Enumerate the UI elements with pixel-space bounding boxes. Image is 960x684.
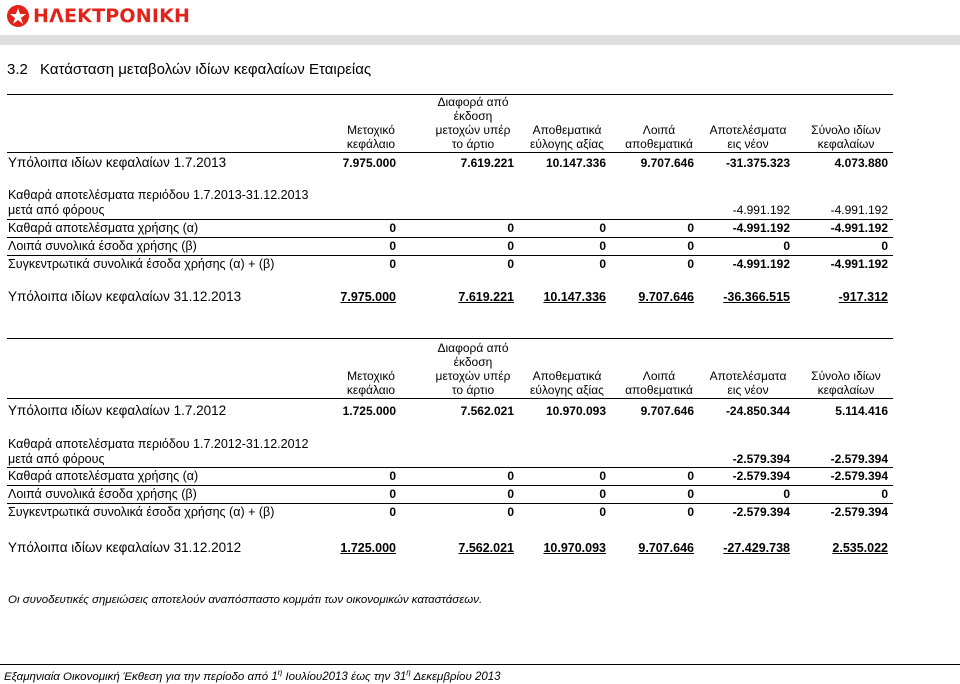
footer-text: Εξαμηνιαία Οικονομική Έκθεση για την περίοδο από 1 [4,670,278,683]
section-number: 3.2 [7,61,28,78]
column-header-share-premium: Διαφορά από [437,95,509,109]
column-header-other-reserves: Λοιπά [642,369,676,383]
cell-total-equity: 0 [881,239,888,253]
cell-share-premium: 0 [507,257,514,271]
cell-share-capital: 7.975.000 [340,290,396,304]
cell-share-capital: 0 [389,469,396,483]
cell-share-premium: 7.562.021 [460,404,514,418]
cell-retained-earnings: -2.579.394 [732,452,790,466]
other-income-label: Λοιπά συνολικά έσοδα χρήσης (β) [8,487,197,501]
cell-total-equity: -4.991.192 [830,203,888,217]
cell-total-equity: 2.535.022 [832,541,888,555]
footer-rule [0,664,960,665]
cell-share-premium: 0 [507,221,514,235]
column-header-share-capital: Μετοχικό [347,369,395,383]
cell-retained-earnings: 0 [783,239,790,253]
cell-other-reserves: 9.707.646 [638,290,694,304]
header-rule [7,398,893,399]
column-header-other-reserves: Λοιπά [642,123,676,137]
cell-retained-earnings: -4.991.192 [732,203,790,217]
page-footer [4,668,501,683]
column-header-fair-value-reserve: Αποθεματικά [532,123,602,137]
other-income-label: Λοιπά συνολικά έσοδα χρήσης (β) [8,239,197,253]
column-header-share-capital: Μετοχικό [347,123,395,137]
cell-other-reserves: 0 [687,257,694,271]
cell-fair-value-reserve: 10.147.336 [545,156,606,170]
period-profit-label-line1: Καθαρά αποτελέσματα περιόδου 1.7.2013-31.12.2013 [8,188,309,202]
cell-retained-earnings: -24.850.344 [725,404,790,418]
column-header-other-reserves: αποθεματικά [625,383,693,397]
cell-total-equity: 4.073.880 [834,156,888,170]
cell-share-premium: 7.619.221 [458,290,514,304]
cell-share-capital: 0 [389,221,396,235]
header-rule [7,152,893,153]
cell-share-capital: 0 [389,257,396,271]
column-header-share-premium: μετοχών υπέρ [435,369,511,383]
cell-total-equity: 0 [881,487,888,501]
cell-total-equity: -2.579.394 [830,452,888,466]
cell-retained-earnings: -2.579.394 [732,505,790,519]
footer-superscript: η [277,668,283,677]
cell-retained-earnings: -36.366.515 [723,290,790,304]
brand-name: ΗΛΕΚΤΡΟΝΙΚΗ [33,5,191,27]
cell-share-capital: 0 [389,239,396,253]
cell-share-capital: 0 [389,487,396,501]
column-header-share-capital: κεφάλαιο [346,137,396,151]
cell-share-premium: 7.562.021 [458,541,514,555]
column-header-share-premium: το άρτιο [451,383,495,397]
column-header-share-premium: έκδοση [453,109,493,123]
cell-total-equity: 5.114.416 [835,404,888,418]
cell-fair-value-reserve: 10.147.336 [543,290,606,304]
cell-total-equity: -4.991.192 [830,221,888,235]
row-rule [7,255,893,256]
cell-retained-earnings: -27.429.738 [723,541,790,555]
cell-retained-earnings: -4.991.192 [732,221,790,235]
row-rule [7,503,893,504]
row-rule [7,485,893,486]
column-header-retained-earnings: Αποτελέσματα [709,123,787,137]
column-header-share-premium: το άρτιο [451,137,495,151]
cell-share-capital: 1.725.000 [342,404,396,418]
star-logo-icon [6,4,30,28]
cell-fair-value-reserve: 0 [599,239,606,253]
cell-total-equity: -2.579.394 [830,505,888,519]
column-header-total-equity: Σύνολο ιδίων [811,123,881,137]
cell-other-reserves: 0 [687,505,694,519]
section-title [7,61,371,78]
column-header-retained-earnings: Αποτελέσματα [709,369,787,383]
column-header-retained-earnings: εις νέον [727,137,769,151]
row-rule [7,219,893,220]
cell-other-reserves: 9.707.646 [640,404,694,418]
cell-other-reserves: 9.707.646 [640,156,694,170]
cell-other-reserves: 0 [687,487,694,501]
row-rule [7,237,893,238]
column-header-share-premium: Διαφορά από [437,341,509,355]
column-header-total-equity: κεφαλαίων [817,137,875,151]
period-profit-label-line1: Καθαρά αποτελέσματα περιόδου 1.7.2012-31.12.2012 [8,437,309,451]
column-header-share-premium: έκδοση [453,355,493,369]
footer-superscript: η [406,668,411,677]
cell-share-premium: 0 [507,487,514,501]
cell-fair-value-reserve: 0 [599,505,606,519]
column-header-share-capital: κεφάλαιο [346,383,396,397]
header-bar [0,35,960,45]
cell-other-reserves: 9.707.646 [638,541,694,555]
opening-balance-label: Υπόλοιπα ιδίων κεφαλαίων 1.7.2012 [8,403,227,418]
company-logo [6,4,190,28]
net-result-label: Καθαρά αποτελέσματα χρήσης (α) [8,469,199,483]
cell-retained-earnings: -31.375.323 [725,156,790,170]
cell-retained-earnings: 0 [783,487,790,501]
cell-fair-value-reserve: 10.970.093 [543,541,606,555]
cell-other-reserves: 0 [687,239,694,253]
column-header-other-reserves: αποθεματικά [625,137,693,151]
total-income-label: Συγκεντρωτικά συνολικά έσοδα χρήσης (α) + (β) [8,505,275,519]
column-header-fair-value-reserve: εύλογης αξίας [530,383,604,397]
cell-retained-earnings: -4.991.192 [732,257,790,271]
cell-share-premium: 0 [507,239,514,253]
cell-fair-value-reserve: 0 [599,221,606,235]
footer-text: Ιουλίου2013 έως την 31 [282,670,407,683]
cell-share-premium: 7.619.221 [460,156,514,170]
cell-share-capital: 0 [389,505,396,519]
cell-share-capital: 7.975.000 [342,156,396,170]
net-result-label: Καθαρά αποτελέσματα χρήσης (α) [8,221,199,235]
cell-total-equity: -4.991.192 [830,257,888,271]
cell-share-premium: 0 [507,469,514,483]
cell-retained-earnings: -2.579.394 [732,469,790,483]
cell-share-capital: 1.725.000 [340,541,396,555]
total-income-label: Συγκεντρωτικά συνολικά έσοδα χρήσης (α) + (β) [8,257,275,271]
cell-fair-value-reserve: 0 [599,469,606,483]
cell-share-premium: 0 [507,505,514,519]
column-header-fair-value-reserve: εύλογης αξίας [530,137,604,151]
column-header-total-equity: Σύνολο ιδίων [811,369,881,383]
opening-balance-label: Υπόλοιπα ιδίων κεφαλαίων 1.7.2013 [8,155,227,170]
closing-balance-label: Υπόλοιπα ιδίων κεφαλαίων 31.12.2012 [8,540,242,555]
notes-disclaimer: Οι συνοδευτικές σημειώσεις αποτελούν αναπόσπαστο κομμάτι των οικονομικών καταστάσεων. [8,594,483,606]
column-header-total-equity: κεφαλαίων [817,383,875,397]
section-title-text: Κατάσταση μεταβολών ιδίων κεφαλαίων Εταιρείας [40,61,372,78]
column-header-share-premium: μετοχών υπέρ [435,123,511,137]
cell-other-reserves: 0 [687,221,694,235]
row-rule [7,467,893,468]
cell-fair-value-reserve: 0 [599,487,606,501]
footer-text: Δεκεμβρίου 2013 [410,670,501,683]
period-profit-label-line2: μετά από φόρους [8,452,105,466]
cell-fair-value-reserve: 0 [599,257,606,271]
cell-total-equity: -2.579.394 [830,469,888,483]
table-top-rule [7,338,893,339]
column-header-retained-earnings: εις νέον [727,383,769,397]
cell-total-equity: -917.312 [838,290,888,304]
cell-fair-value-reserve: 10.970.093 [545,404,606,418]
cell-other-reserves: 0 [687,469,694,483]
closing-balance-label: Υπόλοιπα ιδίων κεφαλαίων 31.12.2013 [8,289,242,304]
column-header-fair-value-reserve: Αποθεματικά [532,369,602,383]
period-profit-label-line2: μετά από φόρους [8,203,105,217]
